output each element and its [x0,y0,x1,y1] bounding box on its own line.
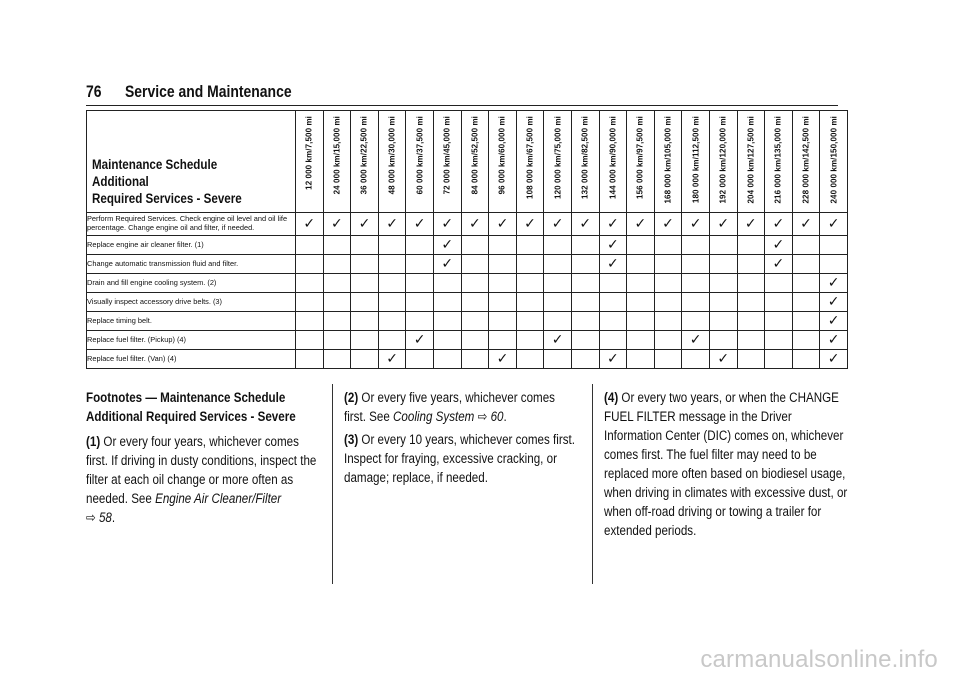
table-row [87,293,848,312]
checkmark-icon: ✓ [662,216,674,232]
column-divider-1 [332,384,333,584]
service-label: Change automatic transmission fluid and filter. [87,255,296,274]
service-label: Replace engine air cleaner filter. (1) [87,236,296,255]
service-label: Drain and fill engine cooling system. (2) [87,274,296,293]
schedule-cell [378,293,406,312]
footnotes-section [86,388,846,588]
schedule-cell [571,331,599,350]
interval-column-header [516,111,544,213]
schedule-cell [378,213,406,236]
schedule-cell [296,312,324,331]
schedule-cell [737,331,765,350]
schedule-cell [351,331,379,350]
checkmark-icon: ✓ [689,216,702,232]
interval-column-label: 72 000 km/45,000 mi [442,116,452,195]
schedule-cell [654,312,682,331]
schedule-cell [516,331,544,350]
schedule-cell [765,350,793,369]
schedule-cell [296,213,324,236]
checkmark-icon: ✓ [717,216,730,232]
interval-column-label: 36 000 km/22,500 mi [359,116,369,195]
schedule-cell [709,331,737,350]
footnote-2: (2) Or every five years, whichever comes first. See Cooling System ⇨ 60. [344,390,555,424]
checkmark-icon: ✓ [303,216,316,232]
schedule-cell [516,312,544,331]
schedule-cell [323,274,351,293]
schedule-cell [820,350,848,369]
checkmark-icon: ✓ [800,216,812,232]
schedule-cell [323,350,351,369]
footnote-4-marker: (4) [604,390,619,405]
footnote-3-text: Or every 10 years, whichever comes first. Inspect for fraying, excessive cracking, or damage; replace, if needed. [344,432,575,485]
checkmark-icon: ✓ [827,294,840,310]
schedule-cell [627,293,655,312]
schedule-cell [709,350,737,369]
schedule-cell [433,293,461,312]
checkmark-icon: ✓ [441,216,454,232]
checkmark-icon: ✓ [827,275,840,291]
checkmark-icon: ✓ [524,216,536,232]
schedule-cell [406,213,434,236]
schedule-cell [765,236,793,255]
interval-column-header [792,111,820,213]
schedule-cell [599,274,627,293]
schedule-cell [709,236,737,255]
interval-column-header [461,111,489,213]
schedule-cell [544,312,572,331]
schedule-cell [351,213,379,236]
schedule-cell [599,255,627,274]
schedule-cell [709,293,737,312]
interval-column-label: 120 000 km/75,000 mi [553,116,563,199]
schedule-cell [296,274,324,293]
schedule-cell [792,255,820,274]
schedule-cell [406,274,434,293]
schedule-cell [544,255,572,274]
footnotes-column-3 [604,388,849,544]
schedule-cell [323,255,351,274]
interval-column-label: 84 000 km/52,500 mi [470,116,480,195]
checkmark-icon: ✓ [827,216,840,232]
schedule-cell [820,274,848,293]
interval-column-label: 192 000 km/120,000 mi [718,116,728,204]
schedule-cell [820,293,848,312]
schedule-cell [571,213,599,236]
schedule-cell [433,312,461,331]
footnotes-heading-line-2: Additional Required Services - Severe [86,409,296,424]
schedule-cell [544,331,572,350]
schedule-cell [296,350,324,369]
schedule-cell [571,350,599,369]
schedule-cell [544,274,572,293]
schedule-cell [461,274,489,293]
footnote-3-marker: (3) [344,432,359,447]
schedule-cell [406,312,434,331]
footnotes-heading [86,388,320,426]
schedule-cell [792,312,820,331]
checkmark-icon: ✓ [772,216,785,232]
interval-column-label: 96 000 km/60,000 mi [497,116,507,195]
interval-column-header [682,111,710,213]
interval-column-header [599,111,627,213]
footnotes-column-1 [86,388,321,531]
schedule-cell [489,255,517,274]
schedule-cell [599,293,627,312]
checkmark-icon: ✓ [358,216,371,232]
table-row [87,350,848,369]
schedule-cell [406,255,434,274]
schedule-cell [792,236,820,255]
footnotes-column-2 [344,388,579,491]
schedule-cell [516,255,544,274]
interval-column-label: 216 000 km/135,000 mi [773,116,783,204]
schedule-cell [654,274,682,293]
interval-column-label: 108 000 km/67,500 mi [525,116,535,199]
schedule-cell [489,312,517,331]
schedule-cell [461,255,489,274]
schedule-cell [296,236,324,255]
schedule-cell [627,331,655,350]
schedule-cell [489,236,517,255]
footnote-2-link[interactable]: Cooling System [393,409,475,424]
footnote-4 [604,388,848,540]
schedule-cell [433,255,461,274]
checkmark-icon: ✓ [717,351,730,367]
schedule-cell [654,331,682,350]
service-label: Visually inspect accessory drive belts. (3) [87,293,296,312]
footnote-1-page-link[interactable]: 58 [98,510,112,525]
schedule-cell [296,293,324,312]
schedule-cell [627,236,655,255]
schedule-cell [571,236,599,255]
schedule-cell [351,293,379,312]
schedule-cell [709,255,737,274]
schedule-cell [433,236,461,255]
schedule-cell [516,213,544,236]
schedule-cell [571,255,599,274]
interval-column-header [654,111,682,213]
schedule-cell [461,331,489,350]
schedule-cell [406,350,434,369]
checkmark-icon: ✓ [386,351,398,367]
checkmark-icon: ✓ [606,216,619,232]
checkmark-icon: ✓ [634,216,647,232]
checkmark-icon: ✓ [744,216,757,232]
schedule-cell [461,312,489,331]
schedule-cell [709,213,737,236]
schedule-cell [406,236,434,255]
schedule-cell [461,213,489,236]
service-label: Perform Required Services. Check engine oil level and oil life percentage. Change engine oil and filter, if needed. [87,213,296,236]
table-title-line-2: Required Services - Severe [92,191,242,206]
schedule-cell [765,213,793,236]
schedule-cell [433,350,461,369]
interval-column-header [765,111,793,213]
schedule-cell [792,350,820,369]
schedule-cell [654,255,682,274]
interval-column-label: 60 000 km/37,500 mi [415,116,425,195]
interval-column-label: 24 000 km/15,000 mi [332,116,342,195]
checkmark-icon: ✓ [606,351,619,367]
schedule-cell [378,331,406,350]
schedule-cell [737,213,765,236]
checkmark-icon: ✓ [606,237,619,253]
schedule-cell [627,213,655,236]
schedule-cell [682,293,710,312]
schedule-cell [571,274,599,293]
schedule-cell [682,331,710,350]
schedule-cell [433,331,461,350]
schedule-cell [599,350,627,369]
schedule-cell [737,350,765,369]
interval-column-header [378,111,406,213]
schedule-cell [516,274,544,293]
schedule-cell [792,293,820,312]
table-title-line-1: Maintenance Schedule Additional [92,157,218,189]
page-ref-arrow-icon: ⇨ [86,510,96,525]
table-row [87,274,848,293]
checkmark-icon: ✓ [606,256,619,272]
schedule-cell [654,213,682,236]
schedule-cell [351,274,379,293]
page-header [86,82,328,102]
schedule-cell [489,213,517,236]
schedule-cell [323,331,351,350]
schedule-cell [765,312,793,331]
schedule-cell [544,236,572,255]
footnote-2-marker: (2) [344,390,359,405]
checkmark-icon: ✓ [413,332,426,348]
checkmark-icon: ✓ [827,332,840,348]
schedule-cell [544,350,572,369]
schedule-cell [654,293,682,312]
page-title: Service and Maintenance [124,82,292,101]
checkmark-icon: ✓ [551,216,564,232]
schedule-cell [627,255,655,274]
checkmark-icon: ✓ [468,216,481,232]
footnote-2-page-link[interactable]: 60 [490,409,504,424]
schedule-cell [544,213,572,236]
schedule-cell [765,293,793,312]
interval-column-header [351,111,379,213]
footnotes-heading-line-1: Footnotes — Maintenance Schedule [86,390,286,405]
watermark-text: carmanualsonline.info [700,646,938,673]
interval-column-label: 180 000 km/112,500 mi [691,116,701,204]
checkmark-icon: ✓ [689,332,702,348]
interval-column-header [571,111,599,213]
maintenance-schedule-table [86,110,848,369]
schedule-cell [765,331,793,350]
checkmark-icon: ✓ [496,351,509,367]
interval-column-header [406,111,434,213]
footnote-1-link[interactable]: Engine Air Cleaner/Filter [155,491,282,506]
checkmark-icon: ✓ [441,237,454,253]
interval-column-header [433,111,461,213]
table-row [87,213,848,236]
checkmark-icon: ✓ [496,216,509,232]
schedule-cell [378,350,406,369]
schedule-cell [682,312,710,331]
schedule-cell [461,350,489,369]
schedule-cell [378,236,406,255]
schedule-cell [765,255,793,274]
schedule-cell [792,213,820,236]
schedule-cell [351,350,379,369]
interval-column-label: 156 000 km/97,500 mi [635,116,645,199]
page-ref-arrow-icon: ⇨ [477,409,488,424]
checkmark-icon: ✓ [441,256,454,272]
schedule-cell [571,293,599,312]
schedule-cell [323,293,351,312]
schedule-cell [433,274,461,293]
service-label: Replace fuel filter. (Van) (4) [87,350,296,369]
schedule-cell [682,236,710,255]
schedule-cell [682,350,710,369]
schedule-cell [765,274,793,293]
schedule-cell [820,331,848,350]
schedule-cell [682,213,710,236]
interval-column-label: 48 000 km/30,000 mi [387,116,397,195]
schedule-cell [516,350,544,369]
schedule-cell [599,312,627,331]
table-row [87,255,848,274]
schedule-cell [433,213,461,236]
table-header-row [87,111,848,213]
interval-column-header [820,111,848,213]
checkmark-icon: ✓ [579,216,592,232]
schedule-cell [737,312,765,331]
schedule-cell [682,274,710,293]
footnote-1-text: Or every four years, whichever comes first. If driving in dusty conditions, inspect the filter at each oil change or more often as needed. See [86,434,317,506]
schedule-cell [323,236,351,255]
footnote-4-text: Or every two years, or when the CHANGE FUEL FILTER message in the Driver Information Center (DIC) comes on, whichever comes first. The fuel filter may need to be replaced more often based on biodiesel usage, when driving in climates with excessive dust, or when off-road driving or towing a trailer for extended periods. [604,390,848,538]
schedule-cell [792,331,820,350]
table-title [92,156,267,207]
interval-column-label: 144 000 km/90,000 mi [608,116,618,199]
footnote-2-text: Or every five years, whichever comes first. See [344,390,555,424]
schedule-cell [737,293,765,312]
schedule-cell [489,274,517,293]
interval-column-header [489,111,517,213]
schedule-cell [516,236,544,255]
column-divider-2 [592,384,593,584]
schedule-cell [461,236,489,255]
schedule-cell [737,274,765,293]
schedule-cell [323,312,351,331]
schedule-cell [544,293,572,312]
footnote-3 [344,430,578,487]
page-number: 76 [86,82,102,101]
checkmark-icon: ✓ [413,216,426,232]
header-rule [86,105,838,106]
schedule-cell [406,331,434,350]
checkmark-icon: ✓ [827,351,840,367]
interval-column-label: 240 000 km/150,000 mi [829,116,839,204]
table-row [87,312,848,331]
table-title-cell [87,111,296,213]
schedule-cell [599,213,627,236]
interval-column-header [544,111,572,213]
interval-column-label: 204 000 km/127,500 mi [746,116,756,204]
checkmark-icon: ✓ [551,332,564,348]
schedule-cell [654,236,682,255]
schedule-cell [296,255,324,274]
schedule-cell [323,213,351,236]
table-row [87,236,848,255]
service-label: Replace timing belt. [87,312,296,331]
schedule-cell [682,255,710,274]
schedule-cell [489,331,517,350]
interval-column-label: 228 000 km/142,500 mi [801,116,811,204]
schedule-cell [654,350,682,369]
checkmark-icon: ✓ [386,216,398,232]
schedule-cell [296,331,324,350]
schedule-cell [378,255,406,274]
schedule-cell [820,312,848,331]
checkmark-icon: ✓ [772,256,785,272]
schedule-cell [461,293,489,312]
checkmark-icon: ✓ [827,313,840,329]
schedule-cell [489,293,517,312]
schedule-cell [406,293,434,312]
schedule-cell [489,350,517,369]
schedule-cell [792,274,820,293]
schedule-cell [571,312,599,331]
schedule-cell [820,255,848,274]
footnote-1: (1) Or every four years, whichever comes first. If driving in dusty conditions, inspect the filter at each oil change or more often as needed. See Engine Air Cleaner/Filter ⇨ 58. [86,434,317,525]
interval-column-label: 168 000 km/105,000 mi [663,116,673,204]
footnote-1-marker: (1) [86,434,101,449]
interval-column-header [737,111,765,213]
schedule-cell [627,350,655,369]
schedule-cell [599,331,627,350]
schedule-cell [351,236,379,255]
schedule-cell [599,236,627,255]
schedule-cell [709,312,737,331]
schedule-cell [627,312,655,331]
schedule-cell [351,255,379,274]
schedule-cell [820,213,848,236]
schedule-cell [351,312,379,331]
checkmark-icon: ✓ [772,237,785,253]
table-body [87,213,848,369]
interval-column-label: 132 000 km/82,500 mi [580,116,590,199]
schedule-cell [378,274,406,293]
interval-column-header [323,111,351,213]
schedule-cell [378,312,406,331]
interval-column-label: 12 000 km/7,500 mi [304,116,314,190]
schedule-cell [737,255,765,274]
schedule-cell [516,293,544,312]
schedule-cell [737,236,765,255]
interval-column-header [709,111,737,213]
schedule-cell [709,274,737,293]
service-label: Replace fuel filter. (Pickup) (4) [87,331,296,350]
interval-column-header [627,111,655,213]
schedule-cell [820,236,848,255]
interval-column-header [296,111,324,213]
schedule-cell [627,274,655,293]
table-row [87,331,848,350]
checkmark-icon: ✓ [331,216,343,232]
